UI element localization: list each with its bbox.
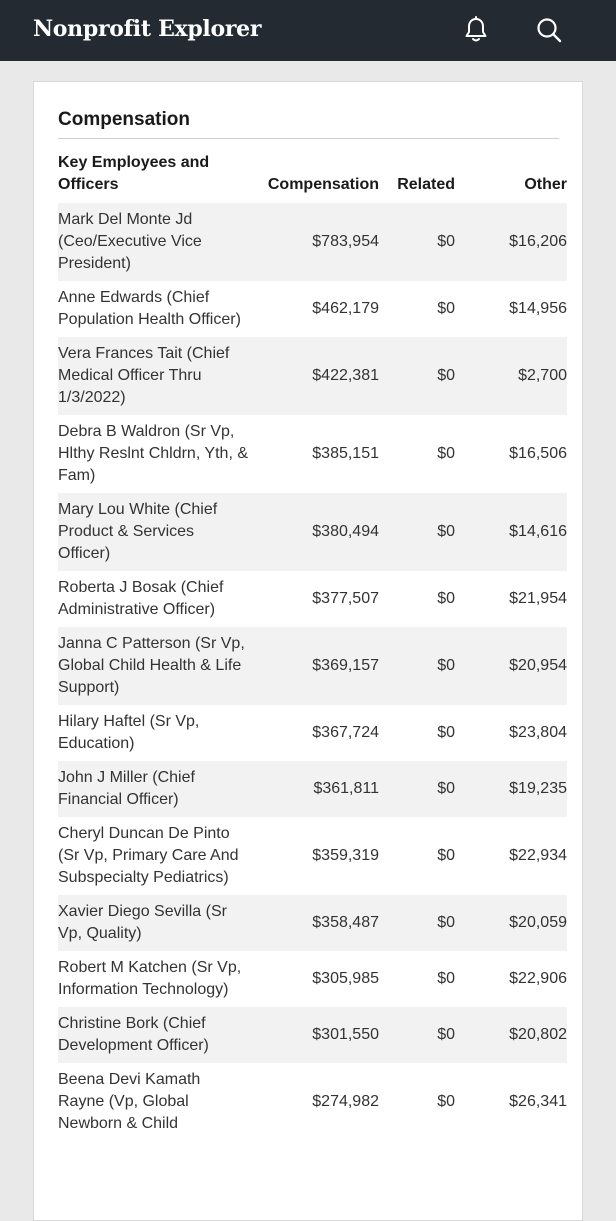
cell-name: Christine Bork (Chief Development Officer)	[58, 1007, 256, 1063]
cell-other: $22,906	[455, 951, 567, 1007]
table-row	[58, 571, 567, 627]
header-name: Key Employees and Officers	[58, 154, 210, 193]
cell-related: $0	[379, 895, 455, 951]
cell-other: $19,235	[455, 761, 567, 817]
table-row	[58, 1007, 567, 1063]
cell-other: $16,206	[455, 203, 567, 281]
header-related: Related	[397, 176, 455, 193]
cell-related: $0	[379, 705, 455, 761]
table-row	[58, 415, 567, 493]
cell-compensation: $274,982	[256, 1063, 379, 1141]
table-row	[58, 817, 567, 895]
compensation-table	[58, 150, 567, 1141]
cell-related: $0	[379, 627, 455, 705]
table-row	[58, 281, 567, 337]
cell-other: $23,804	[455, 705, 567, 761]
cell-compensation: $377,507	[256, 571, 379, 627]
cell-compensation: $385,151	[256, 415, 379, 493]
cell-name: Hilary Haftel (Sr Vp, Education)	[58, 705, 256, 761]
header-compensation: Compensation	[267, 176, 379, 193]
compensation-card	[33, 81, 583, 1221]
bell-icon[interactable]	[458, 12, 494, 48]
cell-related: $0	[379, 817, 455, 895]
cell-name: Anne Edwards (Chief Population Health Officer)	[58, 281, 256, 337]
cell-compensation: $380,494	[256, 493, 379, 571]
cell-other: $14,956	[455, 281, 567, 337]
cell-related: $0	[379, 415, 455, 493]
cell-name: Mark Del Monte Jd (Ceo/Executive Vice President)	[58, 203, 256, 281]
table-row	[58, 627, 567, 705]
cell-compensation: $783,954	[256, 203, 379, 281]
cell-compensation: $369,157	[256, 627, 379, 705]
table-row	[58, 1063, 567, 1141]
brand-logo[interactable]: Nonprofit Explorer	[33, 16, 262, 42]
cell-compensation: $462,179	[256, 281, 379, 337]
cell-other: $14,616	[455, 493, 567, 571]
cell-name: Cheryl Duncan De Pinto (Sr Vp, Primary Care And Subspecialty Pediatrics)	[58, 817, 256, 895]
cell-compensation: $367,724	[256, 705, 379, 761]
top-nav-bar	[0, 0, 616, 61]
cell-compensation: $301,550	[256, 1007, 379, 1063]
section-title: Compensation	[58, 109, 190, 130]
cell-name: Roberta J Bosak (Chief Administrative Officer)	[58, 571, 256, 627]
cell-name: Robert M Katchen (Sr Vp, Information Technology)	[58, 951, 256, 1007]
cell-name: Vera Frances Tait (Chief Medical Officer Thru 1/3/2022)	[58, 337, 256, 415]
cell-compensation: $358,487	[256, 895, 379, 951]
cell-compensation: $305,985	[256, 951, 379, 1007]
cell-name: John J Miller (Chief Financial Officer)	[58, 761, 256, 817]
cell-compensation: $359,319	[256, 817, 379, 895]
cell-other: $2,700	[455, 337, 567, 415]
table-row	[58, 895, 567, 951]
cell-related: $0	[379, 281, 455, 337]
table-row	[58, 705, 567, 761]
cell-name: Mary Lou White (Chief Product & Services Officer)	[58, 493, 256, 571]
cell-other: $21,954	[455, 571, 567, 627]
title-divider	[58, 138, 559, 139]
cell-related: $0	[379, 203, 455, 281]
search-icon[interactable]	[531, 12, 567, 48]
table-row	[58, 337, 567, 415]
cell-other: $26,341	[455, 1063, 567, 1141]
table-row	[58, 951, 567, 1007]
cell-related: $0	[379, 337, 455, 415]
table-row	[58, 203, 567, 281]
cell-related: $0	[379, 761, 455, 817]
cell-compensation: $422,381	[256, 337, 379, 415]
header-other: Other	[524, 176, 567, 193]
cell-name: Beena Devi Kamath Rayne (Vp, Global Newborn & Child	[58, 1063, 256, 1141]
cell-other: $20,059	[455, 895, 567, 951]
table-row	[58, 493, 567, 571]
cell-compensation: $361,811	[256, 761, 379, 817]
table-row	[58, 761, 567, 817]
cell-other: $16,506	[455, 415, 567, 493]
cell-other: $20,802	[455, 1007, 567, 1063]
cell-related: $0	[379, 493, 455, 571]
cell-related: $0	[379, 1007, 455, 1063]
table-header-row	[58, 150, 567, 203]
cell-related: $0	[379, 571, 455, 627]
cell-related: $0	[379, 951, 455, 1007]
cell-related: $0	[379, 1063, 455, 1141]
cell-name: Debra B Waldron (Sr Vp, Hlthy Reslnt Chldrn, Yth, & Fam)	[58, 415, 256, 493]
cell-name: Xavier Diego Sevilla (Sr Vp, Quality)	[58, 895, 256, 951]
cell-name: Janna C Patterson (Sr Vp, Global Child Health & Life Support)	[58, 627, 256, 705]
cell-other: $20,954	[455, 627, 567, 705]
cell-other: $22,934	[455, 817, 567, 895]
